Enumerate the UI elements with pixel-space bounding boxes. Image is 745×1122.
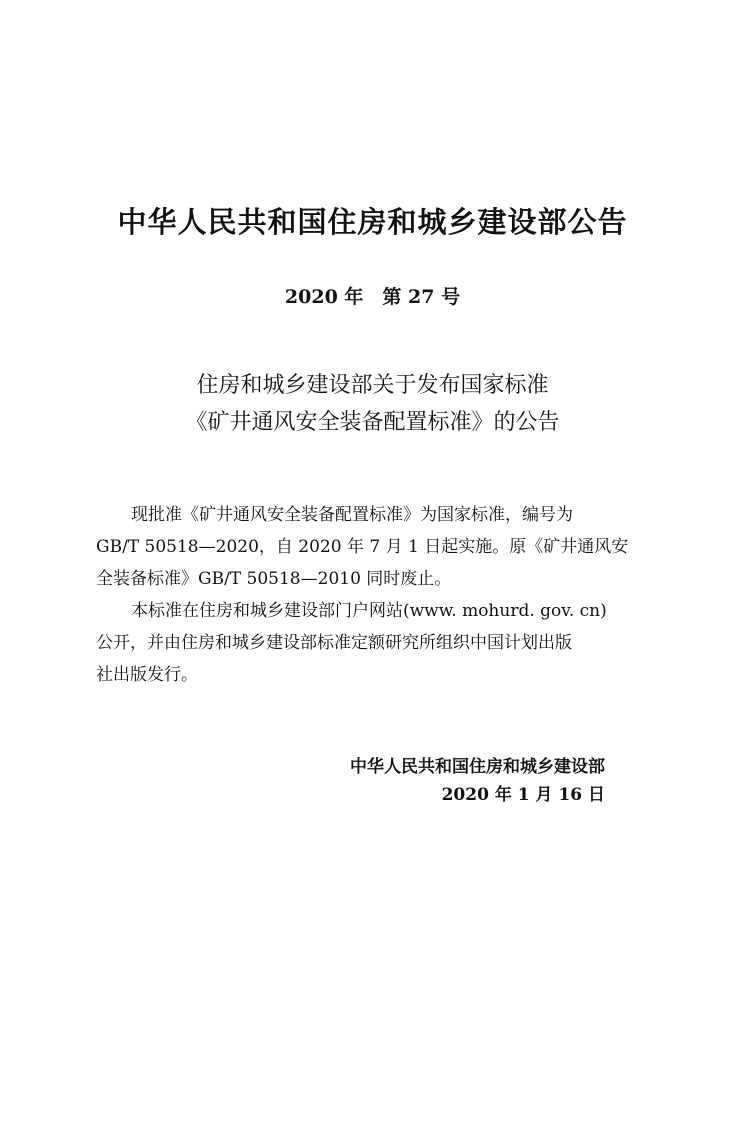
announcement-subtitle-line-1: 住房和城乡建设部关于发布国家标准 xyxy=(196,373,549,398)
paragraph-1-line-1: 现批准《矿井通风安全装备配置标准》为国家标准，编号为 xyxy=(131,505,573,525)
signature-organization: 中华人民共和国住房和城乡建设部 xyxy=(350,757,605,777)
paragraph-2-line-3: 社出版发行。 xyxy=(96,665,198,685)
signature-date: 2020 年 1 月 16 日 xyxy=(441,785,605,805)
announcement-subtitle-line-2: 《矿井通风安全装备配置标准》的公告 xyxy=(185,410,560,435)
paragraph-2-line-1: 本标准在住房和城乡建设部门户网站(www. mohurd. gov. cn) xyxy=(131,601,607,621)
announcement-number: 2020 年 第 27 号 xyxy=(284,286,461,308)
paragraph-2-line-2: 公开，并由住房和城乡建设部标准定额研究所组织中国计划出版 xyxy=(96,633,572,653)
announcement-title: 中华人民共和国住房和城乡建设部公告 xyxy=(117,205,628,239)
paragraph-1-line-2: GB/T 50518—2020，自 2020 年 7 月 1 日起实施。原《矿井通风安 xyxy=(96,537,629,557)
paragraph-1-line-3: 全装备标准》GB/T 50518—2010 同时废止。 xyxy=(96,569,452,589)
